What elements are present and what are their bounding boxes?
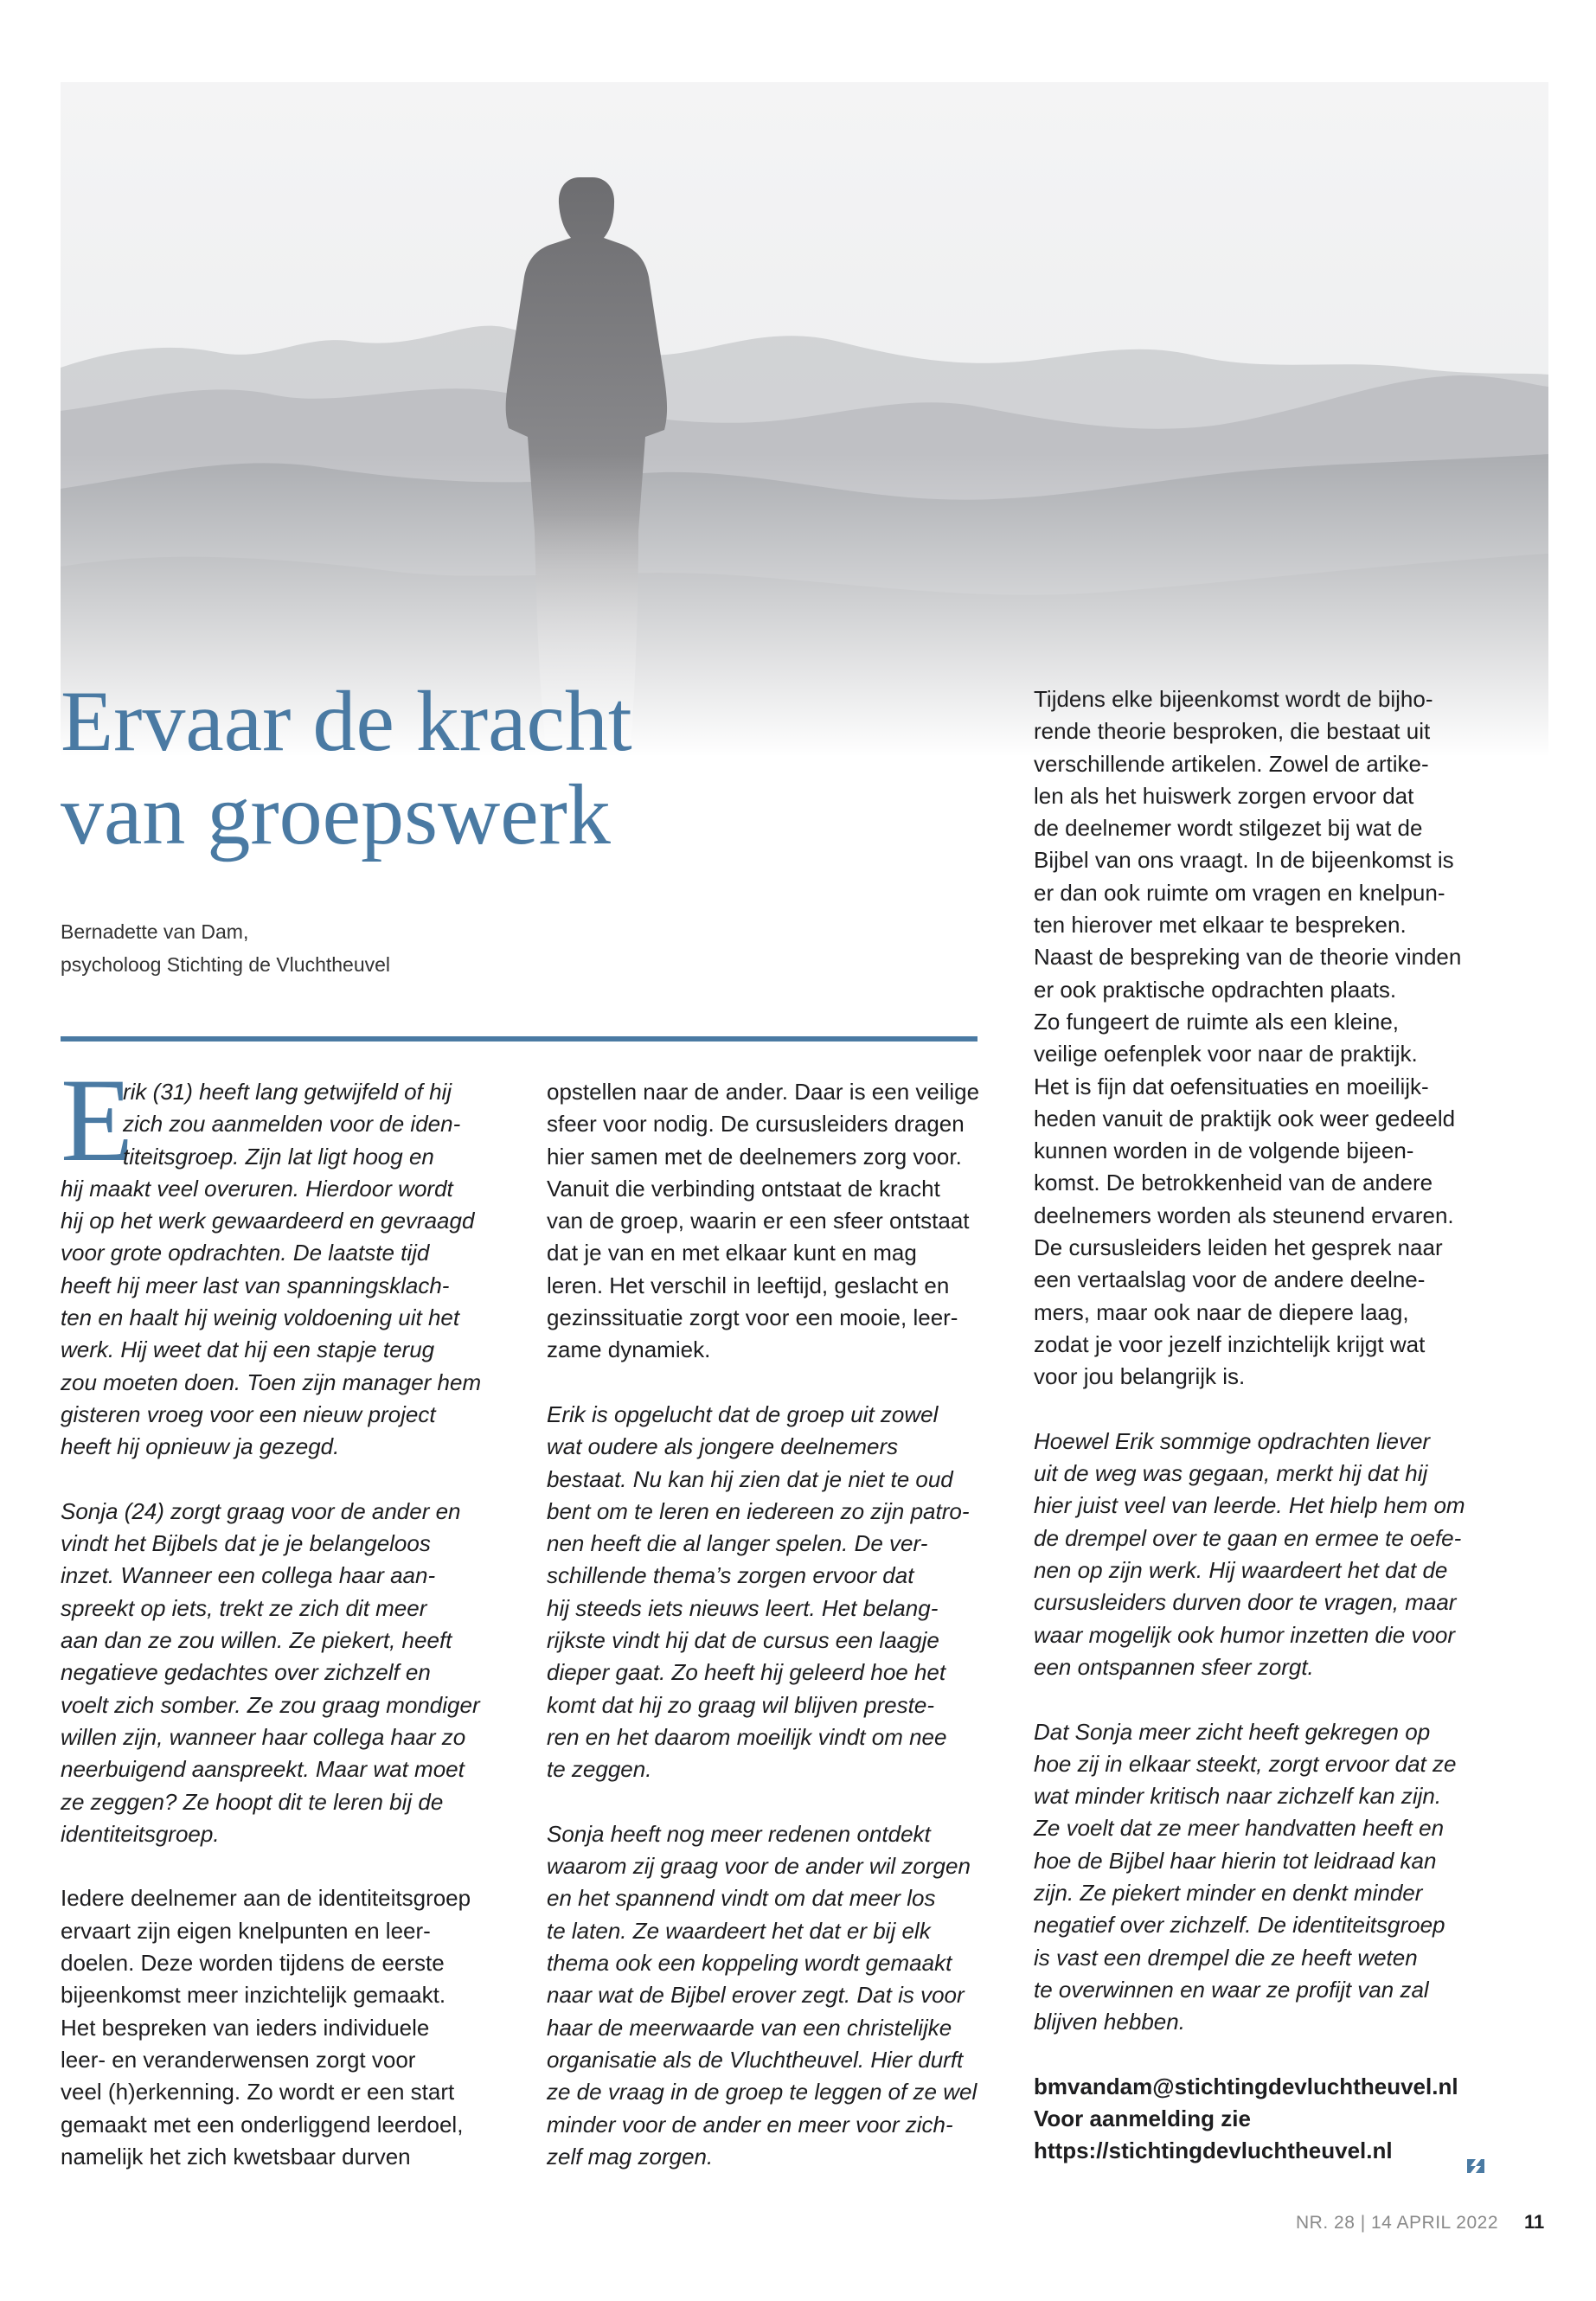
paragraph-gap <box>1034 1683 1501 1715</box>
issue-info: NR. 28 | 14 APRIL 2022 <box>1296 2213 1498 2233</box>
text-line: ten hierover met elkaar te bespreken. <box>1034 912 1407 939</box>
text-line: Dat Sonja meer zicht heeft gekregen op <box>1034 1718 1431 1745</box>
paragraph-gap <box>61 1464 510 1496</box>
text-line: bijeenkomst meer inzichtelijk gemaakt. <box>61 1982 446 2009</box>
text-line: ze de vraag in de groep te leggen of ze wel <box>547 2079 977 2106</box>
text-line: zelf mag zorgen. <box>547 2143 714 2170</box>
text-line: zou moeten doen. Toen zijn manager hem <box>61 1368 482 1395</box>
text-line: te zeggen. <box>547 1756 652 1783</box>
text-line: te laten. Ze waardeert het dat er bij elk <box>547 1917 931 1944</box>
text-line: nen heeft die al langer spelen. De ver- <box>547 1530 928 1557</box>
text-line: voelt zich somber. Ze zou graag mondiger <box>61 1691 480 1718</box>
text-line: hier samen met de deelnemers zorg voor. <box>547 1143 962 1170</box>
text-line: voor grote opdrachten. De laatste tijd <box>61 1240 430 1266</box>
text-line: minder voor de ander en meer voor zich- <box>547 2111 953 2138</box>
text-line: nen op zijn werk. Hij waardeert het dat de <box>1034 1557 1448 1584</box>
paragraph-gap <box>61 1850 510 1882</box>
text-line: ten en haalt hij weinig voldoening uit het <box>61 1304 460 1331</box>
header-photo <box>61 82 1548 757</box>
text-column-1 <box>61 1076 510 2173</box>
text-line: een vertaalslag voor de andere deelne- <box>1034 1266 1426 1293</box>
text-line: ze zeggen? Ze hoopt dit te leren bij de <box>61 1788 444 1815</box>
author-role: psycholoog Stichting de Vluchtheuvel <box>61 953 391 976</box>
text-line: schillende thema’s zorgen ervoor dat <box>547 1562 914 1589</box>
text-line: inzet. Wanneer een collega haar aan- <box>61 1562 436 1589</box>
paragraph-gap <box>1034 2038 1501 2070</box>
title-line: van groepswerk <box>61 766 611 862</box>
text-line: hij maakt veel overuren. Hierdoor wordt <box>61 1175 453 1202</box>
text-line: er ook praktische opdrachten plaats. <box>1034 976 1397 1003</box>
text-column-2 <box>547 1076 1014 2173</box>
text-line: hij op het werk gewaardeerd en gevraagd <box>61 1208 475 1234</box>
text-line: kunnen worden in de volgende bijeen- <box>1034 1138 1414 1164</box>
text-line: cursusleiders durven door te vragen, maar <box>1034 1589 1457 1616</box>
text-line: is vast een drempel die ze heeft weten <box>1034 1944 1418 1971</box>
text-line: Vanuit die verbinding ontstaat de kracht <box>547 1175 940 1202</box>
text-line: verschillende artikelen. Zowel de artike- <box>1034 750 1429 777</box>
text-line: uit de weg was gegaan, merkt hij dat hij <box>1034 1460 1428 1487</box>
text-line: vindt het Bijbels dat je je belangeloos <box>61 1530 431 1557</box>
text-line: leer- en veranderwensen zorgt voor <box>61 2046 416 2073</box>
text-line: Sonja (24) zorgt graag voor de ander en <box>61 1497 461 1524</box>
article-title <box>61 675 1012 862</box>
paragraph-gap <box>1034 1394 1501 1426</box>
text-line: rende theorie besproken, die bestaat uit <box>1034 718 1431 745</box>
text-line: gisteren vroeg voor een nieuw project <box>61 1400 436 1427</box>
text-line: waar mogelijk ook humor inzetten die voor <box>1034 1621 1456 1648</box>
text-line: leren. Het verschil in leeftijd, geslacht en <box>547 1272 950 1298</box>
page-number: 11 <box>1524 2211 1545 2233</box>
author-byline <box>61 915 666 981</box>
text-line: veilige oefenplek voor naar de praktijk. <box>1034 1041 1418 1067</box>
text-line: rijkste vindt hij dat de cursus een laagje <box>547 1627 939 1654</box>
text-line: thema ook een koppeling wordt gemaakt <box>547 1950 952 1977</box>
text-line: Iedere deelnemer aan de identiteitsgroep <box>61 1885 471 1912</box>
text-line: van de groep, waarin er een sfeer ontstaat <box>547 1208 970 1234</box>
text-line: dat je van en met elkaar kunt en mag <box>547 1240 917 1266</box>
text-line: organisatie als de Vluchtheuvel. Hier durft <box>547 2046 964 2073</box>
text-line: deelnemers worden als steunend ervaren. <box>1034 1202 1454 1228</box>
text-line: sfeer voor nodig. De cursusleiders dragen <box>547 1111 965 1138</box>
text-line: rik (31) heeft lang getwijfeld of hij <box>123 1079 452 1105</box>
text-line: zich zou aanmelden voor de iden- <box>123 1111 461 1138</box>
text-line: negatief over zichzelf. De identiteitsgroep <box>1034 1912 1445 1939</box>
text-line: zodat je voor jezelf inzichtelijk krijgt wat <box>1034 1330 1426 1357</box>
drop-cap: E <box>61 1054 134 1186</box>
text-line: wat oudere als jongere deelnemers <box>547 1433 899 1460</box>
text-line: dieper gaat. Zo heeft hij geleerd hoe het <box>547 1659 946 1686</box>
text-line: komst. De betrokkenheid van de andere <box>1034 1170 1433 1196</box>
text-line: willen zijn, wanneer haar collega haar zo <box>61 1723 466 1750</box>
text-line: heden vanuit de praktijk ook weer gedeeld <box>1034 1105 1456 1131</box>
text-line: doelen. Deze worden tijdens de eerste <box>61 1950 445 1977</box>
text-line: ren en het daarom moeilijk vindt om nee <box>547 1723 947 1750</box>
text-line: naar wat de Bijbel erover zegt. Dat is voor <box>547 1982 965 2009</box>
text-line: werk. Hij weet dat hij een stapje terug <box>61 1336 435 1363</box>
text-line: De cursusleiders leiden het gesprek naar <box>1034 1234 1443 1261</box>
misty-landscape-illustration <box>61 82 1548 757</box>
text-line: Zo fungeert de ruimte als een kleine, <box>1034 1008 1400 1035</box>
text-line: hoe de Bijbel haar hierin tot leidraad kan <box>1034 1847 1437 1874</box>
text-line: de deelnemer wordt stilgezet bij wat de <box>1034 815 1423 842</box>
author-name: Bernadette van Dam, <box>61 920 249 943</box>
text-line: opstellen naar de ander. Daar is een veilige <box>547 1079 980 1105</box>
text-line: negatieve gedachtes over zichzelf en <box>61 1659 431 1686</box>
text-line: Hoewel Erik sommige opdrachten liever <box>1034 1427 1431 1454</box>
text-line: identiteitsgroep. <box>61 1820 220 1847</box>
text-line: voor jou belangrijk is. <box>1034 1363 1246 1390</box>
text-line: aan dan ze zou willen. Ze piekert, heeft <box>61 1627 452 1654</box>
text-line: namelijk het zich kwetsbaar durven <box>61 2143 411 2170</box>
text-line: spreekt op iets, trekt ze zich dit meer <box>61 1594 427 1621</box>
text-line: len als het huiswerk zorgen ervoor dat <box>1034 782 1414 809</box>
end-mark-icon <box>1464 2154 1488 2178</box>
text-line: heeft hij opnieuw ja gezegd. <box>61 1433 340 1460</box>
text-line: haar de meerwaarde van een christelijke <box>547 2014 952 2041</box>
title-line: Ervaar de kracht <box>61 673 632 769</box>
text-line: veel (h)erkenning. Zo wordt er een start <box>61 2079 455 2106</box>
paragraph-gap <box>547 1367 1014 1399</box>
text-line: gezinssituatie zorgt voor een mooie, leer- <box>547 1304 958 1331</box>
text-line: blijven hebben. <box>1034 2009 1185 2035</box>
text-line: komt dat hij zo graag wil blijven preste- <box>547 1691 934 1718</box>
text-line: hier juist veel van leerde. Het hielp hem om <box>1034 1492 1465 1519</box>
text-line: een ontspannen sfeer zorgt. <box>1034 1653 1314 1680</box>
text-line: er dan ook ruimte om vragen en knelpun- <box>1034 879 1445 906</box>
text-line: waarom zij graag voor de ander wil zorgen <box>547 1853 971 1880</box>
text-line: gemaakt met een onderliggend leerdoel, <box>61 2111 464 2138</box>
text-line: en het spannend vindt om dat meer los <box>547 1885 936 1912</box>
text-line: Ze voelt dat ze meer handvatten heeft en <box>1034 1815 1445 1842</box>
registration-link[interactable]: https://stichtingdevluchtheuvel.nl <box>1034 2138 1393 2164</box>
text-line: Tijdens elke bijeenkomst wordt de bijho- <box>1034 686 1433 712</box>
paragraph-gap <box>547 1786 1014 1818</box>
text-line: ervaart zijn eigen knelpunten en leer- <box>61 1917 431 1944</box>
text-line: Naast de bespreking van de theorie vinden <box>1034 944 1462 971</box>
text-line: zame dynamiek. <box>547 1336 711 1363</box>
text-line: bestaat. Nu kan hij zien dat je niet te oud <box>547 1465 953 1492</box>
text-line: neerbuigend aanspreekt. Maar wat moet <box>61 1756 465 1783</box>
text-line: de drempel over te gaan en ermee te oefe- <box>1034 1524 1462 1551</box>
text-line: titeitsgroep. Zijn lat ligt hoog en <box>123 1143 434 1170</box>
text-line: Erik is opgelucht dat de groep uit zowel <box>547 1400 939 1427</box>
contact-line: Voor aanmelding zie <box>1034 2106 1251 2132</box>
text-line: mers, maar ook naar de diepere laag, <box>1034 1298 1409 1325</box>
text-line: Het bespreken van ieders individuele <box>61 2014 430 2041</box>
text-line: te overwinnen en waar ze profijt van zal <box>1034 1976 1429 2003</box>
text-line: Sonja heeft nog meer redenen ontdekt <box>547 1820 931 1847</box>
text-line: Bijbel van ons vraagt. In de bijeenkomst is <box>1034 847 1454 874</box>
text-line: zijn. Ze piekert minder en denkt minder <box>1034 1879 1423 1906</box>
text-line: bent om te leren en iedereen zo zijn patro- <box>547 1497 970 1524</box>
text-line: wat minder kritisch naar zichzelf kan zijn. <box>1034 1783 1442 1810</box>
text-column-3 <box>1034 683 1501 2168</box>
text-line: hij steeds iets nieuws leert. Het belang- <box>547 1594 939 1621</box>
contact-email[interactable]: bmvandam@stichtingdevluchtheuvel.nl <box>1034 2073 1458 2099</box>
section-divider <box>61 1036 977 1042</box>
text-line: hoe zij in elkaar steekt, zorgt ervoor dat ze <box>1034 1750 1457 1777</box>
text-line: Het is fijn dat oefensituaties en moeilijk- <box>1034 1073 1429 1099</box>
text-line: heeft hij meer last van spanningsklach- <box>61 1272 450 1298</box>
